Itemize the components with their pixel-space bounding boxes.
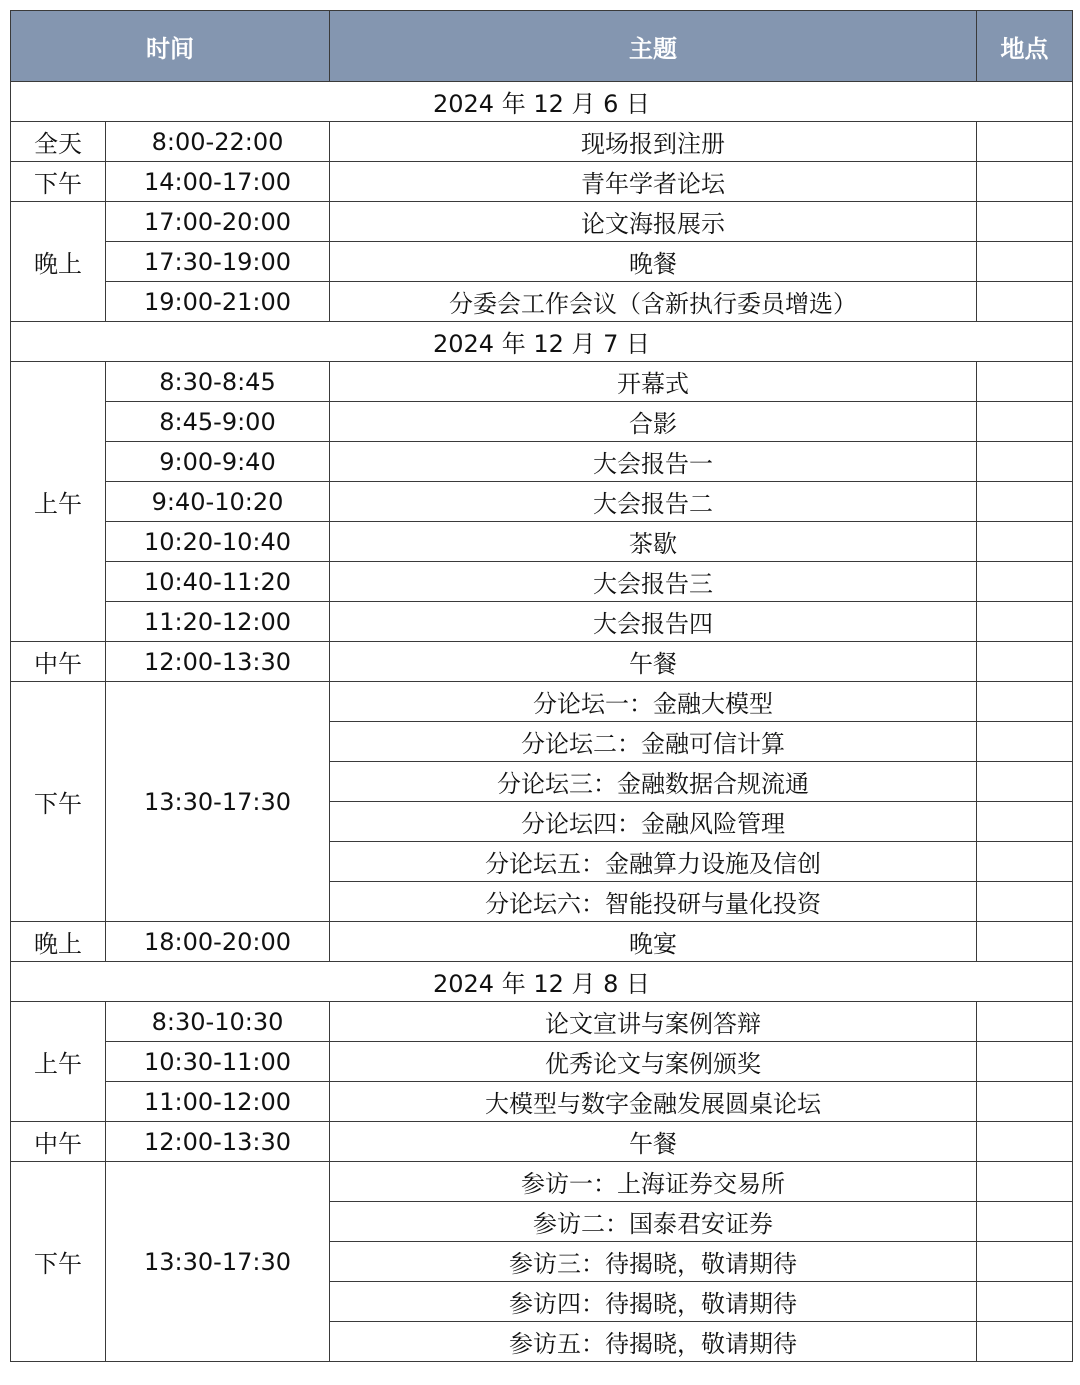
- location-cell: [977, 522, 1073, 562]
- table-row: [11, 162, 1073, 202]
- table-row: [11, 442, 1073, 482]
- topic-cell: 分论坛一：金融大模型: [330, 682, 977, 722]
- date-cell: 2024 年 12 月 8 日: [11, 962, 1073, 1002]
- header-row: [11, 11, 1073, 82]
- time-cell: 10:40-11:20: [106, 562, 330, 602]
- location-cell: [977, 802, 1073, 842]
- location-cell: [977, 842, 1073, 882]
- table-row: [11, 1162, 1073, 1202]
- table-row: [11, 242, 1073, 282]
- topic-cell: 参访二：国泰君安证券: [330, 1202, 977, 1242]
- table-row: [11, 602, 1073, 642]
- time-cell: 8:45-9:00: [106, 402, 330, 442]
- location-cell: [977, 602, 1073, 642]
- location-cell: [977, 1082, 1073, 1122]
- table-row: [11, 402, 1073, 442]
- header-topic: 主题: [330, 11, 977, 82]
- header-time: 时间: [11, 11, 330, 82]
- topic-cell: 论文海报展示: [330, 202, 977, 242]
- topic-cell: 参访五：待揭晓，敬请期待: [330, 1322, 977, 1362]
- time-cell: 18:00-20:00: [106, 922, 330, 962]
- location-cell: [977, 642, 1073, 682]
- table-row: [11, 282, 1073, 322]
- time-cell: 8:30-10:30: [106, 1002, 330, 1042]
- location-cell: [977, 682, 1073, 722]
- topic-cell: 大会报告一: [330, 442, 977, 482]
- date-cell: 2024 年 12 月 7 日: [11, 322, 1073, 362]
- topic-cell: 午餐: [330, 642, 977, 682]
- time-cell: 17:30-19:00: [106, 242, 330, 282]
- time-cell: 13:30-17:30: [106, 1162, 330, 1362]
- time-cell: 8:30-8:45: [106, 362, 330, 402]
- topic-cell: 参访一：上海证券交易所: [330, 1162, 977, 1202]
- topic-cell: 合影: [330, 402, 977, 442]
- table-row: [11, 482, 1073, 522]
- topic-cell: 分论坛二：金融可信计算: [330, 722, 977, 762]
- time-cell: 13:30-17:30: [106, 682, 330, 922]
- location-cell: [977, 762, 1073, 802]
- period-cell: 晚上: [11, 202, 106, 322]
- time-cell: 14:00-17:00: [106, 162, 330, 202]
- topic-cell: 参访四：待揭晓，敬请期待: [330, 1282, 977, 1322]
- location-cell: [977, 722, 1073, 762]
- period-cell: 中午: [11, 642, 106, 682]
- location-cell: [977, 122, 1073, 162]
- table-row: [11, 682, 1073, 722]
- time-cell: 9:00-9:40: [106, 442, 330, 482]
- topic-cell: 大会报告二: [330, 482, 977, 522]
- date-row: [11, 82, 1073, 122]
- table-row: [11, 922, 1073, 962]
- time-cell: 8:00-22:00: [106, 122, 330, 162]
- location-cell: [977, 202, 1073, 242]
- time-cell: 10:20-10:40: [106, 522, 330, 562]
- location-cell: [977, 1202, 1073, 1242]
- topic-cell: 茶歇: [330, 522, 977, 562]
- topic-cell: 论文宣讲与案例答辩: [330, 1002, 977, 1042]
- topic-cell: 分论坛四：金融风险管理: [330, 802, 977, 842]
- topic-cell: 分论坛五：金融算力设施及信创: [330, 842, 977, 882]
- location-cell: [977, 402, 1073, 442]
- table-row: [11, 1002, 1073, 1042]
- location-cell: [977, 1282, 1073, 1322]
- location-cell: [977, 1322, 1073, 1362]
- location-cell: [977, 922, 1073, 962]
- location-cell: [977, 242, 1073, 282]
- table-row: [11, 1122, 1073, 1162]
- location-cell: [977, 1042, 1073, 1082]
- location-cell: [977, 282, 1073, 322]
- location-cell: [977, 1242, 1073, 1282]
- table-row: [11, 122, 1073, 162]
- header-location: 地点: [977, 11, 1073, 82]
- period-cell: 下午: [11, 162, 106, 202]
- topic-cell: 晚餐: [330, 242, 977, 282]
- table-row: [11, 522, 1073, 562]
- period-cell: 上午: [11, 362, 106, 642]
- table-row: [11, 1042, 1073, 1082]
- topic-cell: 大会报告四: [330, 602, 977, 642]
- topic-cell: 青年学者论坛: [330, 162, 977, 202]
- topic-cell: 大会报告三: [330, 562, 977, 602]
- topic-cell: 开幕式: [330, 362, 977, 402]
- time-cell: 12:00-13:30: [106, 642, 330, 682]
- period-cell: 下午: [11, 1162, 106, 1362]
- table-row: [11, 642, 1073, 682]
- table-row: [11, 562, 1073, 602]
- topic-cell: 午餐: [330, 1122, 977, 1162]
- location-cell: [977, 1162, 1073, 1202]
- date-cell: 2024 年 12 月 6 日: [11, 82, 1073, 122]
- time-cell: 19:00-21:00: [106, 282, 330, 322]
- time-cell: 11:20-12:00: [106, 602, 330, 642]
- location-cell: [977, 562, 1073, 602]
- topic-cell: 分论坛三：金融数据合规流通: [330, 762, 977, 802]
- table-row: [11, 1082, 1073, 1122]
- time-cell: 9:40-10:20: [106, 482, 330, 522]
- time-cell: 11:00-12:00: [106, 1082, 330, 1122]
- table-row: [11, 362, 1073, 402]
- schedule-table: [10, 10, 1073, 1362]
- topic-cell: 优秀论文与案例颁奖: [330, 1042, 977, 1082]
- topic-cell: 大模型与数字金融发展圆桌论坛: [330, 1082, 977, 1122]
- period-cell: 晚上: [11, 922, 106, 962]
- topic-cell: 分委会工作会议（含新执行委员增选）: [330, 282, 977, 322]
- location-cell: [977, 1002, 1073, 1042]
- date-row: [11, 962, 1073, 1002]
- topic-cell: 分论坛六：智能投研与量化投资: [330, 882, 977, 922]
- topic-cell: 现场报到注册: [330, 122, 977, 162]
- location-cell: [977, 1122, 1073, 1162]
- location-cell: [977, 362, 1073, 402]
- location-cell: [977, 442, 1073, 482]
- table-row: [11, 202, 1073, 242]
- location-cell: [977, 882, 1073, 922]
- topic-cell: 晚宴: [330, 922, 977, 962]
- period-cell: 上午: [11, 1002, 106, 1122]
- time-cell: 10:30-11:00: [106, 1042, 330, 1082]
- location-cell: [977, 482, 1073, 522]
- period-cell: 下午: [11, 682, 106, 922]
- topic-cell: 参访三：待揭晓，敬请期待: [330, 1242, 977, 1282]
- period-cell: 中午: [11, 1122, 106, 1162]
- date-row: [11, 322, 1073, 362]
- time-cell: 17:00-20:00: [106, 202, 330, 242]
- time-cell: 12:00-13:30: [106, 1122, 330, 1162]
- location-cell: [977, 162, 1073, 202]
- period-cell: 全天: [11, 122, 106, 162]
